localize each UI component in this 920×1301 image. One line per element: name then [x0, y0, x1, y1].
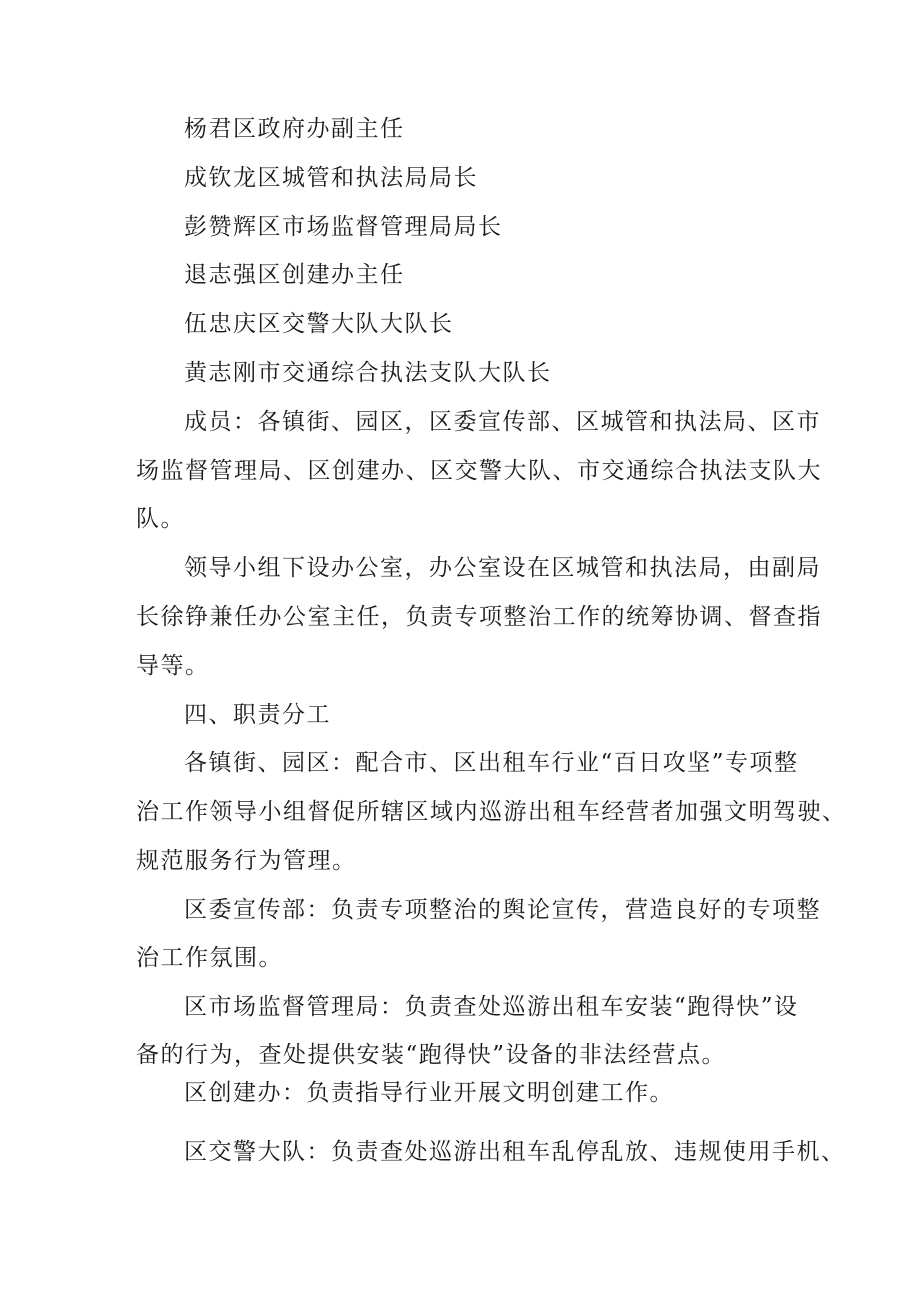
text-line-leader-6: 黄志刚市交通综合执法支队大队长	[184, 360, 552, 386]
text-line-civilization: 区创建办：负责指导行业开展文明创建工作。	[184, 1080, 674, 1106]
text-line-leader-4: 退志强区创建办主任	[184, 262, 405, 288]
text-line-leader-3: 彭赞辉区市场监督管理局局长	[184, 214, 503, 240]
section-heading-duties: 四、职责分工	[184, 702, 331, 728]
text-line-towns-1: 各镇街、园区：配合市、区出租车行业“百日攻坚”专项整	[184, 750, 799, 776]
text-line-office-1: 领导小组下设办公室，办公室设在区城管和执法局，由副局	[184, 555, 821, 581]
text-line-publicity-2: 治工作氛围。	[136, 945, 283, 971]
text-line-publicity-1: 区委宣传部：负责专项整治的舆论宣传，营造良好的专项整	[184, 897, 821, 923]
text-line-towns-2: 治工作领导小组督促所辖区域内巡游出租车经营者加强文明驾驶、	[136, 799, 847, 825]
text-line-members-1: 成员：各镇街、园区，区委宣传部、区城管和执法局、区市	[184, 409, 821, 435]
text-line-leader-5: 伍忠庆区交警大队大队长	[184, 311, 454, 337]
text-line-traffic-police: 区交警大队：负责查处巡游出租车乱停乱放、违规使用手机、	[184, 1139, 846, 1165]
text-line-office-3: 导等。	[136, 653, 210, 679]
text-line-market-2: 备的行为，查处提供安装“跑得快”设备的非法经营点。	[136, 1042, 727, 1068]
text-line-members-3: 队。	[136, 506, 185, 532]
text-line-leader-1: 杨君区政府办副主任	[184, 116, 405, 142]
text-line-office-2: 长徐铮兼任办公室主任，负责专项整治工作的统筹协调、督查指	[136, 604, 822, 630]
text-line-market-1: 区市场监督管理局：负责查处巡游出租车安装“跑得快”设	[184, 994, 799, 1020]
text-line-towns-3: 规范服务行为管理。	[136, 848, 357, 874]
text-line-members-2: 场监督管理局、区创建办、区交警大队、市交通综合执法支队大	[136, 458, 822, 484]
text-line-leader-2: 成钦龙区城管和执法局局长	[184, 165, 478, 191]
